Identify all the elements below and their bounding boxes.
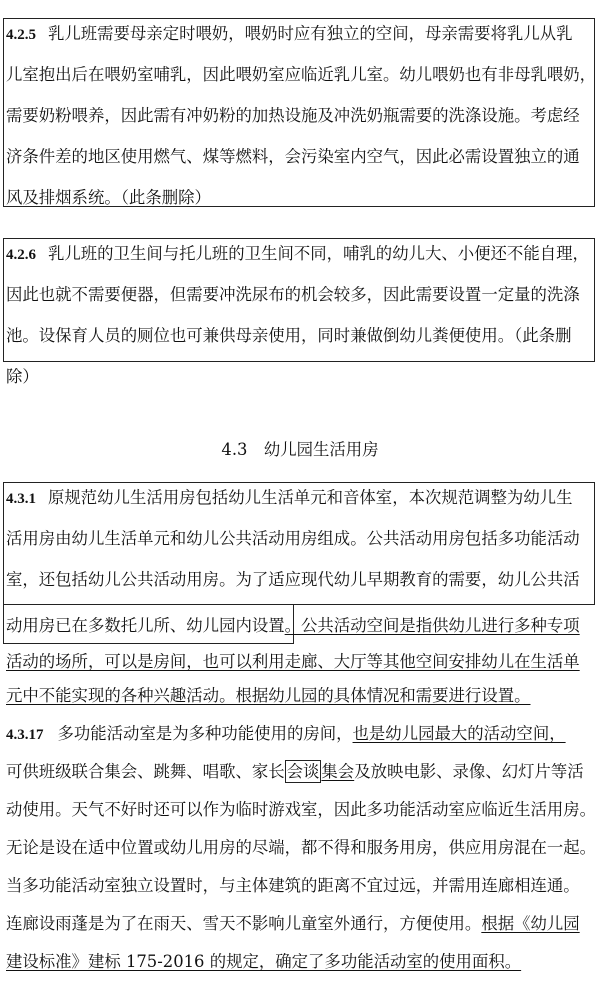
paragraph-4-2-5-line-3: 需要奶粉喂养，因此需有冲奶粉的加热设施及冲洗奶瓶需要的洗涤设施。考虑经 bbox=[6, 106, 580, 125]
text: 及放映电影、录像、幻灯片等活 bbox=[354, 762, 584, 781]
text: 乳儿班需要母亲定时喂奶，喂奶时应有独立的空间，母亲需要将乳儿从乳 bbox=[48, 24, 573, 43]
paragraph-4-2-5-line-5 bbox=[6, 188, 211, 208]
paragraph-4-3-1-line-4 bbox=[6, 616, 580, 636]
paragraph-4-3-1-line-1 bbox=[6, 488, 573, 509]
paragraph-4-3-1-line-6: 元中不能实现的各种兴趣活动。根据幼儿园的具体情况和需要进行设置。 bbox=[6, 686, 531, 705]
paragraph-4-3-17-line-1 bbox=[6, 724, 566, 745]
section-heading: 4.3 幼儿园生活用房 bbox=[221, 440, 379, 459]
paragraph-4-2-6-line-2: 因此也就不需要便器，但需要冲洗尿布的机会较多，因此需要设置一定量的洗涤 bbox=[6, 285, 580, 304]
underlined-text: 也是幼儿园最大的活动空间， bbox=[352, 724, 566, 743]
paragraph-4-3-17-line-5: 当多功能活动室独立设置时，与主体建筑的距离不宜过远，并需用连廊相连通。 bbox=[6, 876, 580, 895]
clause-number-4-3-1: 4.3.1 bbox=[6, 491, 36, 507]
clause-number-4-2-5: 4.2.5 bbox=[6, 27, 36, 43]
text: 风及排烟系统。 bbox=[6, 188, 121, 207]
deletion-note: （此条删 bbox=[514, 326, 572, 345]
paragraph-4-3-17-line-6 bbox=[6, 914, 580, 934]
paragraph-4-2-6-line-1 bbox=[6, 244, 589, 265]
underlined-text: 。公共活动空间是指供幼儿进行多种专项 bbox=[284, 616, 580, 635]
paragraph-4-3-17-line-7: 建设标准》建标 175-2016 的规定，确定了多功能活动室的使用面积。 bbox=[6, 952, 522, 971]
paragraph-4-2-6-line-4: 除） bbox=[6, 367, 39, 386]
text: 原规范幼儿生活用房包括幼儿生活单元和音体室，本次规范调整为幼儿生 bbox=[48, 488, 573, 507]
boxed-deleted-word: 会谈 bbox=[286, 762, 320, 781]
paragraph-4-3-17-line-4: 无论是设在适中位置或幼儿用房的尽端，都不得和服务用房，供应用房混在一起。 bbox=[6, 838, 597, 857]
text: 可供班级联合集会、跳舞、唱歌、家长 bbox=[6, 762, 285, 781]
underlined-inserted-word: 集会 bbox=[321, 762, 355, 781]
boxed-text: 动用房已在多数托儿所、幼儿园内设置 bbox=[6, 616, 285, 635]
paragraph-4-2-5-line-1 bbox=[6, 24, 573, 45]
paragraph-4-3-17-line-2 bbox=[6, 762, 584, 782]
paragraph-4-3-1-line-3: 室，还包括幼儿公共活动用房。为了适应现代幼儿早期教育的需要，幼儿公共活 bbox=[6, 570, 580, 589]
text: 乳儿班的卫生间与托儿班的卫生间不同，哺乳的幼儿大、小便还不能自理， bbox=[48, 244, 589, 263]
paragraph-4-2-5-line-4: 济条件差的地区使用燃气、煤等燃料，会污染室内空气，因此必需设置独立的通 bbox=[6, 147, 580, 166]
paragraph-4-2-6-line-3 bbox=[6, 326, 571, 346]
text: 池。设保育人员的厕位也可兼供母亲使用，同时兼做倒幼儿粪便使用。 bbox=[6, 326, 515, 345]
paragraph-4-3-1-line-2: 活用房由幼儿生活单元和幼儿公共活动用房组成。公共活动用房包括多功能活动 bbox=[6, 529, 580, 548]
paragraph-4-3-17-line-3: 动使用。天气不好时还可以作为临时游戏室，因此多功能活动室应临近生活用房。 bbox=[6, 800, 597, 819]
paragraph-4-3-1-line-5: 活动的场所，可以是房间，也可以利用走廊、大厅等其他空间安排幼儿在生活单 bbox=[6, 652, 580, 671]
text: 连廊设雨蓬是为了在雨天、雪天不影响儿童室外通行，方便使用。 bbox=[6, 914, 482, 933]
clause-number-4-3-17: 4.3.17 bbox=[6, 727, 44, 743]
text: 多功能活动室是为多种功能使用的房间， bbox=[57, 724, 353, 743]
paragraph-4-2-5-line-2: 儿室抱出后在喂奶室哺乳，因此喂奶室应临近乳儿室。幼儿喂奶也有非母乳喂奶， bbox=[6, 65, 597, 84]
deletion-note: （此条删除） bbox=[120, 188, 211, 207]
underlined-text: 根据《幼儿园 bbox=[481, 914, 580, 933]
clause-number-4-2-6: 4.2.6 bbox=[6, 247, 36, 263]
